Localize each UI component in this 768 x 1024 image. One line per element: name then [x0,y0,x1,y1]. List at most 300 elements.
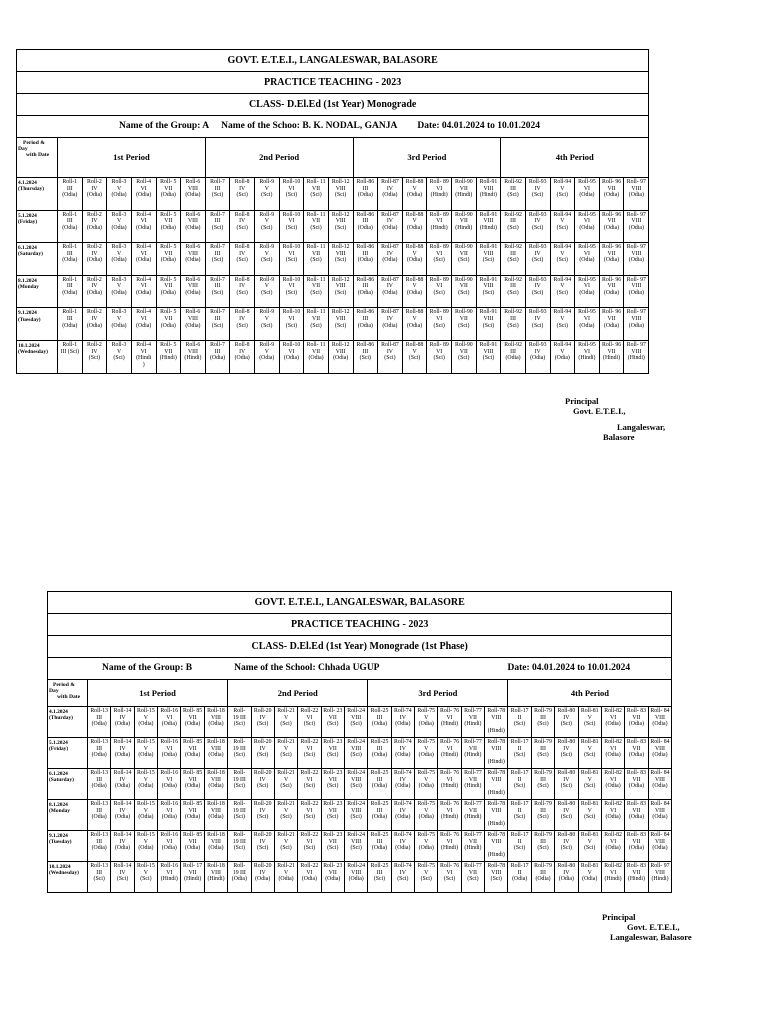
roll-cell: Roll- 85 VII (Odia) [181,738,204,769]
roll-cell: Roll- 76 VI (Hindi) [438,707,461,738]
table-row [48,800,672,831]
roll-cell: Roll- 89 VI (Sci) [427,243,452,276]
roll-cell: Roll-6 VIII (Hindi) [181,340,206,373]
roll-cell: Roll- 84 VIII (Odia) [648,707,672,738]
roll-cell: Roll-95 VI (Odia) [575,243,600,276]
roll-cell: Roll-24 VIII (Sci) [344,800,367,831]
roll-cell: Roll-92 III (Sci) [501,275,526,308]
roll-cell: Roll-87 IV (Odia) [378,178,403,211]
roll-cell: Roll-82 VI (Odia) [601,831,624,862]
roll-cell: Roll-3 V (Odia) [107,308,132,341]
roll-cell: Roll- 84 VIII (Odia) [648,738,672,769]
roll-cell: Roll-13 III (Odia) [88,769,111,800]
roll-cell: Roll-6 VIII (Odia) [181,243,206,276]
program-title: PRACTICE TEACHING - 2023 [17,72,649,94]
roll-cell: Roll-7 III (Odia) [205,340,230,373]
class-line: CLASS- D.El.Ed (1st Year) Monograde (1st Phase) [48,636,672,658]
roll-cell: Roll-79 III (Sci) [531,769,554,800]
school-label: Name of the Schoo: B. K. NODAL, GANJA [221,121,398,132]
roll-cell: Roll-78 VIII (Hindi) [485,738,508,769]
roll-cell: Roll- 96 VII (Odia) [599,308,624,341]
roll-cell: Roll-8 IV (Sci) [230,178,255,211]
roll-cell: Roll-74 IV (Odia) [391,769,414,800]
period-3-header: 3rd Period [368,680,508,707]
roll-cell: Roll-75 V (Odia) [415,800,438,831]
roll-cell: Roll-79 III (Sci) [531,800,554,831]
roll-cell: Roll-22 VI (Odia) [298,862,321,893]
roll-cell: Roll-3 V (Odia) [107,275,132,308]
roll-cell: Roll-10 VI (Sci) [279,210,304,243]
roll-cell: Roll-20 IV (Sci) [251,738,274,769]
roll-cell: Roll- 85 VII (Odia) [181,800,204,831]
period-day-corner: Period & Day with Date [48,680,88,707]
roll-cell: Roll- 84 VIII (Odia) [648,769,672,800]
roll-cell: Roll-93 IV (Sci) [525,210,550,243]
roll-cell: Roll- 89 VI (Sci) [427,308,452,341]
table-row [17,340,649,373]
date-range-label: Date: 04.01.2024 to 10.01.2024 [417,121,541,132]
roll-cell: Roll-20 IV (Sci) [251,769,274,800]
roll-cell: Roll-77 VII (Hindi) [461,738,484,769]
roll-cell: Roll-88 V (Odia) [402,275,427,308]
roll-cell: Roll-82 VI (Odia) [601,769,624,800]
roll-cell: Roll-10 VI (Sci) [279,243,304,276]
roll-cell: Roll-21 V (Sci) [274,831,297,862]
roll-cell: Roll-78 VIII (Hindi) [485,800,508,831]
roll-cell: Roll- 84 VIII (Odia) [648,831,672,862]
roll-cell: Roll- 96 VII (Odia) [599,178,624,211]
roll-cell: Roll-79 III (Sci) [531,707,554,738]
roll-cell: Roll-17 II (Sci) [508,831,531,862]
roll-cell: Roll- 11 VII (Sci) [304,243,329,276]
roll-cell: Roll-80 IV (Odia) [555,862,578,893]
roll-cell: Roll- 23 VII (Sci) [321,707,344,738]
roll-cell: Roll-95 VI (Odia) [575,275,600,308]
roll-cell: Roll-77 VII (Sci) [461,862,484,893]
roll-cell: Roll-24 VIII (Odia) [344,862,367,893]
roll-cell: Roll-87 IV (Odia) [378,210,403,243]
row-date: 9.1.2024 (Tuesday) [48,831,88,862]
roll-cell: Roll- 76 VI (Hindi) [438,738,461,769]
row-date: 8.1.2024 (Monday [17,275,58,308]
roll-cell: Roll-9 V (Sci) [255,210,280,243]
roll-cell: Roll- 23 VII (Sci) [321,738,344,769]
roll-cell: Roll- 23 VII (Sci) [321,800,344,831]
roll-cell: Roll-88 V (Odia) [402,210,427,243]
roll-cell: Roll- 83 VII (Odia) [625,738,648,769]
roll-cell: Roll-3 V (Odia) [107,178,132,211]
row-date: 8.1.2024 (Monday [48,800,88,831]
roll-cell: Roll-15 V (Odia) [134,831,157,862]
roll-cell: Roll-94 V (Sci) [550,308,575,341]
roll-cell: Roll-81 V (Odia) [578,862,601,893]
roll-cell: Roll-17 II (Sci) [508,707,531,738]
roll-cell: Roll-9 V (Sci) [255,308,280,341]
roll-cell: Roll-8 IV (Odia) [230,340,255,373]
table-row [17,243,649,276]
roll-cell: Roll-80 IV (Sci) [555,769,578,800]
program-title: PRACTICE TEACHING - 2023 [48,614,672,636]
roll-cell: Roll-81 V (Sci) [578,831,601,862]
roll-cell: Roll-79 III (Sci) [531,831,554,862]
roll-cell: Roll-95 VI (Odia) [575,308,600,341]
roll-cell: Roll-92 III (Sci) [501,178,526,211]
row-date: 10.1.2024 (Wednesday) [48,862,88,893]
roll-cell: Roll- 19 III (Sci) [228,738,251,769]
roll-cell: Roll-2 IV (Odia) [82,243,107,276]
roll-cell: Roll-14 IV (Odia) [111,831,134,862]
roll-cell: Roll-4 VI (Odia) [131,243,156,276]
class-line: CLASS- D.El.Ed (1st Year) Monograde [17,94,649,116]
roll-cell: Roll-81 V (Sci) [578,769,601,800]
roll-cell: Roll- 96 VII (Odia) [599,275,624,308]
roll-cell: Roll- 97 VIII (Odia) [624,178,649,211]
roll-cell: Roll-81 V (Sci) [578,800,601,831]
roll-cell: Roll- 83 VII (Odia) [625,707,648,738]
roll-cell: Roll- 19 III (Odia) [228,862,251,893]
roll-cell: Roll-6 VIII (Odia) [181,178,206,211]
roll-cell: Roll-90 VII (Sci) [452,308,477,341]
roll-cell: Roll-77 VII (Hindi) [461,800,484,831]
roll-cell: Roll-74 IV (Odia) [391,800,414,831]
group-label: Name of the Group: B [102,663,193,674]
roll-cell: Roll-14 IV (Odia) [111,800,134,831]
roll-cell: Roll- 97 VIII (Odia) [624,243,649,276]
table-row [17,210,649,243]
roll-cell: Roll- 76 VI (Hindi) [438,800,461,831]
roll-cell: Roll-86 III (Odia) [353,243,378,276]
row-date: 4.1.2024 (Thursday) [17,178,58,211]
roll-cell: Roll- 23 VII (Sci) [321,831,344,862]
roll-cell: Roll-24 VIII (Sci) [344,707,367,738]
roll-cell: Roll-7 III (Sci) [205,275,230,308]
roll-cell: Roll-18 VIII (Hindi) [204,862,227,893]
schedule-table-group-b [47,591,672,893]
roll-cell: Roll-12 VIII (Sci) [328,308,353,341]
roll-cell: Roll-93 IV (Sci) [525,308,550,341]
roll-cell: Roll-12 VIII (Sci) [328,178,353,211]
roll-cell: Roll-86 III (Odia) [353,275,378,308]
roll-cell: Roll-94 V (Sci) [550,178,575,211]
roll-cell: Roll-6 VIII (Odia) [181,275,206,308]
roll-cell: Roll-21 V (Sci) [274,738,297,769]
roll-cell: Roll-2 IV (Odia) [82,275,107,308]
roll-cell: Roll-8 IV (Sci) [230,210,255,243]
roll-cell: Roll-82 VI (Odia) [601,707,624,738]
roll-cell: Roll-9 V (Sci) [255,275,280,308]
roll-cell: Roll-21 V (Odia) [274,862,297,893]
roll-cell: Roll-25 III (Odia) [368,831,391,862]
roll-cell: Roll-15 V (Odia) [134,738,157,769]
table-row [17,178,649,211]
roll-cell: Roll-87 IV (Odia) [378,308,403,341]
roll-cell: Roll-90 VII (Hindi) [452,210,477,243]
roll-cell: Roll- 5 VII (Odia) [156,178,181,211]
roll-cell: Roll-90 VII (Sci) [452,275,477,308]
roll-cell: Roll- 83 VII (Odia) [625,769,648,800]
period-1-header: 1st Period [58,138,206,178]
roll-cell: Roll-16 VI (Odia) [158,831,181,862]
roll-cell: Roll-17 II (Sci) [508,738,531,769]
roll-cell: Roll-92 III (Sci) [501,210,526,243]
row-date: 6.1.2024 (Saturday) [48,769,88,800]
table-row [48,707,672,738]
table-row [48,831,672,862]
roll-cell: Roll-74 IV (Odia) [391,831,414,862]
roll-cell: Roll-22 VI (Sci) [298,738,321,769]
roll-cell: Roll-12 VIII (Odia) [328,340,353,373]
roll-cell: Roll-4 VI (Odia) [131,210,156,243]
roll-cell: Roll- 5 VII (Odia) [156,308,181,341]
roll-cell: Roll-78 VIII (Hindi) [485,831,508,862]
roll-cell: Roll-91 VIII (Sci) [476,275,501,308]
roll-cell: Roll-25 III (Odia) [368,769,391,800]
roll-cell: Roll-14 IV (Odia) [111,769,134,800]
roll-cell: Roll-94 V (Sci) [550,275,575,308]
row-date: 5.1.2024 (Friday) [17,210,58,243]
roll-cell: Roll-86 III (Odia) [353,308,378,341]
roll-cell: Roll-22 VI (Sci) [298,831,321,862]
roll-cell: Roll- 83 VII (Odia) [625,831,648,862]
roll-cell: Roll-79 III (Sci) [531,738,554,769]
row-date: 9.1.2024 (Tuesday) [17,308,58,341]
roll-cell: Roll-80 IV (Sci) [555,831,578,862]
roll-cell: Roll-81 V (Sci) [578,738,601,769]
roll-cell: Roll-93 IV (Sci) [525,178,550,211]
roll-cell: Roll-75 V (Odia) [415,831,438,862]
roll-cell: Roll-4 VI (Odia) [131,275,156,308]
roll-cell: Roll-93 IV (Sci) [525,275,550,308]
roll-cell: Roll- 23 VII (Odia) [321,862,344,893]
table-row [48,769,672,800]
roll-cell: Roll-16 VI (Odia) [158,738,181,769]
roll-cell: Roll- 5 VII (Odia) [156,243,181,276]
roll-cell: Roll-80 IV (Sci) [555,738,578,769]
roll-cell: Roll- 17 VII (Hindi) [181,862,204,893]
roll-cell: Roll- 85 VII (Odia) [181,707,204,738]
period-4-header: 4th Period [501,138,649,178]
roll-cell: Roll-14 IV (Odia) [111,707,134,738]
roll-cell: Roll-78 VIII (Sci) [485,862,508,893]
roll-cell: Roll-94 V (Sci) [550,243,575,276]
roll-cell: Roll-24 VIII (Sci) [344,831,367,862]
roll-cell: Roll-15 V (Sci) [134,862,157,893]
roll-cell: Roll-17 II (Sci) [508,800,531,831]
roll-cell: Roll- 85 VII (Odia) [181,831,204,862]
roll-cell: Roll-82 VI (Odia) [601,738,624,769]
roll-cell: Roll-1 III (Sci) [58,340,83,373]
roll-cell: Roll-93 IV (Sci) [525,243,550,276]
roll-cell: Roll-25 III (Sci) [368,862,391,893]
roll-cell: Roll-21 V (Sci) [274,769,297,800]
roll-cell: Roll-15 V (Odia) [134,769,157,800]
roll-cell: Roll-7 III (Sci) [205,308,230,341]
roll-cell: Roll-12 VIII (Sci) [328,275,353,308]
roll-cell: Roll-20 IV (Sci) [251,707,274,738]
roll-cell: Roll-20 IV (Odia) [251,862,274,893]
roll-cell: Roll-15 V (Odia) [134,800,157,831]
roll-cell: Roll-82 VI (Odia) [601,800,624,831]
roll-cell: Roll-79 III (Odia) [531,862,554,893]
roll-cell: Roll-18 VIII (Odia) [204,769,227,800]
roll-cell: Roll-22 VI (Sci) [298,800,321,831]
roll-cell: Roll- 96 VII (Odia) [599,210,624,243]
roll-cell: Roll-17 II (Odia) [508,862,531,893]
roll-cell: Roll- 89 VI (Sci) [427,340,452,373]
roll-cell: Roll-2 IV (Odia) [82,210,107,243]
roll-cell: Roll-10 VI (Odia) [279,340,304,373]
roll-cell: Roll-91 VIII (Sci) [476,243,501,276]
roll-cell: Roll-90 VII (Hindi) [452,178,477,211]
school-header: GOVT. E.T.E.I., LANGALESWAR, BALASORE [17,50,649,72]
roll-cell: Roll-8 IV (Sci) [230,275,255,308]
roll-cell: Roll-22 VI (Sci) [298,707,321,738]
row-date: 10.1.2024 (Wednesday) [17,340,58,373]
roll-cell: Roll-86 III (Sci) [353,340,378,373]
roll-cell: Roll-3 V (Odia) [107,243,132,276]
roll-cell: Roll-13 III (Odia) [88,831,111,862]
roll-cell: Roll-7 III (Sci) [205,178,230,211]
roll-cell: Roll-20 IV (Sci) [251,800,274,831]
roll-cell: Roll-25 III (Odia) [368,738,391,769]
roll-cell: Roll-92 III (Sci) [501,243,526,276]
roll-cell: Roll-7 III (Sci) [205,210,230,243]
period-3-header: 3rd Period [353,138,501,178]
roll-cell: Roll-87 IV (Odia) [378,243,403,276]
principal-signature-a: Principal Govt. E.T.E.I., Langaleswar, Balasore [565,396,666,442]
roll-cell: Roll-92 III (Odia) [501,340,526,373]
roll-cell: Roll-75 V (Odia) [415,769,438,800]
period-1-header: 1st Period [88,680,228,707]
roll-cell: Roll-74 IV (Odia) [391,707,414,738]
roll-cell: Roll-21 V (Sci) [274,707,297,738]
roll-cell: Roll-75 V (Odia) [415,738,438,769]
roll-cell: Roll-25 III (Odia) [368,707,391,738]
roll-cell: Roll-95 VI (Hindi) [575,340,600,373]
roll-cell: Roll-88 V (Odia) [402,178,427,211]
roll-cell: Roll-87 IV (Sci) [378,340,403,373]
roll-cell: Roll- 19 III (Sci) [228,769,251,800]
roll-cell: Roll-80 IV (Sci) [555,800,578,831]
table-row [17,275,649,308]
roll-cell: Roll- 83 VII (Odia) [625,800,648,831]
roll-cell: Roll-77 VII (Hindi) [461,831,484,862]
roll-cell: Roll- 97 VIII (Odia) [624,210,649,243]
roll-cell: Roll-4 VI (Odia) [131,178,156,211]
roll-cell: Roll- 5 VII (Odia) [156,210,181,243]
roll-cell: Roll- 85 VII (Odia) [181,769,204,800]
roll-cell: Roll- 76 VI (Sci) [438,862,461,893]
roll-cell: Roll- 5 VII (Hindi) [156,340,181,373]
row-date: 4.1.2024 (Thurday) [48,707,88,738]
roll-cell: Roll-22 VI (Sci) [298,769,321,800]
roll-cell: Roll-13 III (Sci) [88,862,111,893]
roll-cell: Roll-9 V (Odia) [255,340,280,373]
roll-cell: Roll-88 V (Odia) [402,243,427,276]
roll-cell: Roll-8 IV (Sci) [230,243,255,276]
row-date: 6.1.2024 (Saturday) [17,243,58,276]
roll-cell: Roll- 11 VII (Odia) [304,340,329,373]
roll-cell: Roll-91 VIII (Sci) [476,308,501,341]
roll-cell: Roll-87 IV (Odia) [378,275,403,308]
roll-cell: Roll-3 V (Sci) [107,340,132,373]
roll-cell: Roll-78 VIII (Hindi) [485,769,508,800]
schedule-table-group-a [16,49,649,374]
roll-cell: Roll-20 IV (Sci) [251,831,274,862]
roll-cell: Roll-4 VI (Hindi ) [131,340,156,373]
roll-cell: Roll-2 IV (Sci) [82,340,107,373]
roll-cell: Roll-16 VI (Odia) [158,769,181,800]
roll-cell: Roll-9 V (Sci) [255,178,280,211]
roll-cell: Roll- 96 VII (Odia) [599,243,624,276]
roll-cell: Roll-13 III (Odia) [88,800,111,831]
roll-cell: Roll- 89 VI (Hindi) [427,178,452,211]
roll-cell: Roll-1 III (Odia) [58,243,83,276]
roll-cell: Roll-7 III (Sci) [205,243,230,276]
roll-cell: Roll-75 V (Odia) [415,707,438,738]
roll-cell: Roll-13 III (Odia) [88,707,111,738]
roll-cell: Roll-78 VIII (Hindi) [485,707,508,738]
school-header: GOVT. E.T.E.I., LANGALESWAR, BALASORE [48,592,672,614]
roll-cell: Roll- 11 VII (Sci) [304,308,329,341]
roll-cell: Roll-12 VIII (Sci) [328,243,353,276]
roll-cell: Roll-10 VI (Sci) [279,308,304,341]
roll-cell: Roll- 76 VI (Hindi) [438,769,461,800]
roll-cell: Roll-91 VIII (Hindi) [476,210,501,243]
roll-cell: Roll- 97 VIII (Odia) [624,308,649,341]
roll-cell: Roll-6 VIII (Odia) [181,210,206,243]
roll-cell: Roll- 11 VII (Sci) [304,210,329,243]
period-2-header: 2nd Period [228,680,368,707]
roll-cell: Roll-8 IV (Sci) [230,308,255,341]
roll-cell: Roll- 97 VIII (Hindi) [648,862,672,893]
roll-cell: Roll- 97 VIII (Odia) [624,275,649,308]
roll-cell: Roll-1 III (Odia) [58,178,83,211]
roll-cell: Roll-16 VI (Hindi) [158,862,181,893]
roll-cell: Roll- 19 III (Sci) [228,707,251,738]
roll-cell: Roll-82 VI (Hindi) [601,862,624,893]
roll-cell: Roll-18 VIII (Odia) [204,738,227,769]
roll-cell: Roll-24 VIII (Sci) [344,738,367,769]
table-row [48,738,672,769]
roll-cell: Roll-18 VIII (Odia) [204,831,227,862]
roll-cell: Roll- 76 VI (Hindi) [438,831,461,862]
roll-cell: Roll-88 V (Sci) [402,340,427,373]
roll-cell: Roll-2 IV (Odia) [82,308,107,341]
roll-cell: Roll- 89 VI (Hindi) [427,210,452,243]
roll-cell: Roll-91 VIII (Sci) [476,340,501,373]
roll-cell: Roll-17 II (Sci) [508,769,531,800]
roll-cell: Roll-94 V (Sci) [550,210,575,243]
roll-cell: Roll- 19 III (Sci) [228,800,251,831]
roll-cell: Roll-3 V (Odia) [107,210,132,243]
roll-cell: Roll-90 VII (Sci) [452,340,477,373]
roll-cell: Roll-77 VII (Hindi) [461,769,484,800]
roll-cell: Roll- 23 VII (Sci) [321,769,344,800]
roll-cell: Roll- 5 VII (Odia) [156,275,181,308]
group-label: Name of the Group: A [119,121,210,132]
roll-cell: Roll- 89 VI (Sci) [427,275,452,308]
roll-cell: Roll-95 VI (Odia) [575,178,600,211]
roll-cell: Roll-95 VI (Odia) [575,210,600,243]
roll-cell: Roll-88 V (Odia) [402,308,427,341]
roll-cell: Roll-4 VI (Odia) [131,308,156,341]
date-range-label: Date: 04.01.2024 to 10.01.2024 [507,663,631,674]
roll-cell: Roll-9 V (Sci) [255,243,280,276]
roll-cell: Roll-25 III (Odia) [368,800,391,831]
period-4-header: 4th Period [508,680,672,707]
group-info-row [17,116,649,138]
